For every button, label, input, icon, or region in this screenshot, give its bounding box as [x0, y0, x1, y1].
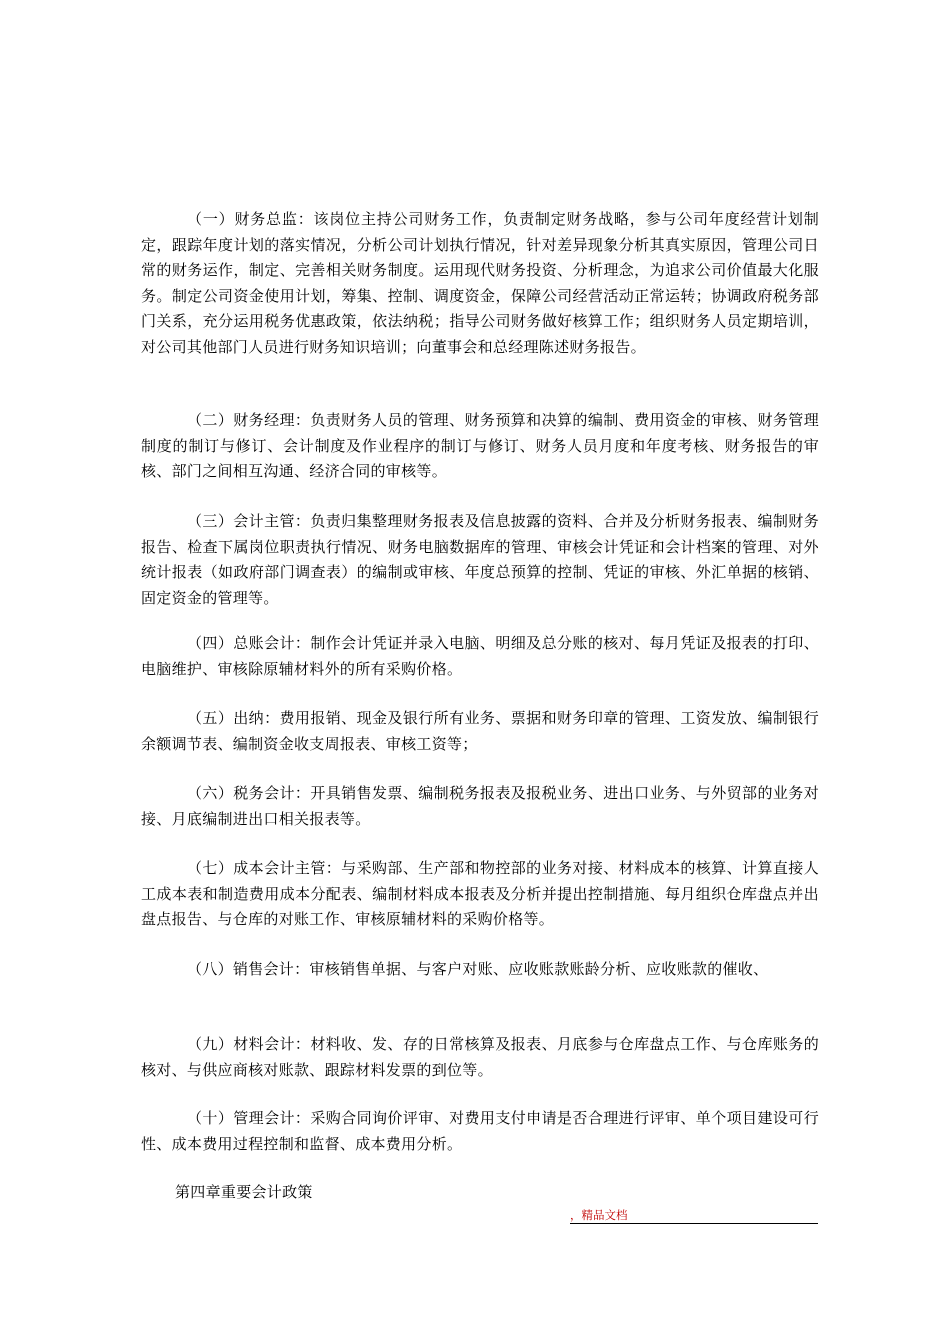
paragraph-cfo: （一）财务总监：该岗位主持公司财务工作，负责制定财务战略，参与公司年度经营计划制定，跟踪年度计划的落实情况，分析公司计划执行情况，针对差异现象分析其真实原因，管理公司日常的财务运作，制定、完善相关财务制度。运用现代财务投资、分析理念，为追求公司价值最大化服务。制定公司资金使用计划，筹集、控制、调度资金，保障公司经营活动正常运转；协调政府税务部门关系，充分运用税务优惠政策，依法纳税；指导公司财务做好核算工作；组织财务人员定期培训，对公司其他部门人员进行财务知识培训；向董事会和总经理陈述财务报告。: [141, 210, 819, 356]
paragraph-accounting-supervisor: （三）会计主管：负责归集整理财务报表及信息披露的资料、合并及分析财务报表、编制财务报告、检查下属岗位职责执行情况、财务电脑数据库的管理、审核会计凭证和会计档案的管理、对外统计报表（如政府部门调查表）的编制或审核、年度总预算的控制、凭证的审核、外汇单据的核销、固定资金的管理等。: [141, 512, 819, 607]
paragraph-sales-accountant: （八）销售会计：审核销售单据、与客户对账、应收账款账龄分析、应收账款的催收、: [187, 960, 769, 978]
paragraph-management-accountant: （十）管理会计：采购合同询价评审、对费用支付申请是否合理进行评审、单个项目建设可行性、成本费用过程控制和监督、成本费用分析。: [141, 1109, 819, 1153]
paragraph-tax-accountant: （六）税务会计：开具销售发票、编制税务报表及报税业务、进出口业务、与外贸部的业务对接、月底编制进出口相关报表等。: [141, 784, 819, 828]
paragraph-materials-accountant: （九）材料会计：材料收、发、存的日常核算及报表、月底参与仓库盘点工作、与仓库账务的核对、与供应商核对账款、跟踪材料发票的到位等。: [141, 1035, 819, 1079]
paragraph-cost-accounting-supervisor: （七）成本会计主管：与采购部、生产部和物控部的业务对接、材料成本的核算、计算直接人工成本表和制造费用成本分配表、编制材料成本报表及分析并提出控制措施、每月组织仓库盘点并出盘点报告、与仓库的对账工作、审核原辅材料的采购价格等。: [141, 859, 819, 928]
paragraph-finance-manager: （二）财务经理：负责财务人员的管理、财务预算和决算的编制、费用资金的审核、财务管理制度的制订与修订、会计制度及作业程序的制订与修订、财务人员月度和年度考核、财务报告的审核、部门之间相互沟通、经济合同的审核等。: [141, 411, 819, 480]
chapter-heading: 第四章重要会计政策: [175, 1183, 313, 1201]
paragraph-general-ledger-accountant: （四）总账会计：制作会计凭证并录入电脑、明细及总分账的核对、每月凭证及报表的打印、电脑维护、审核除原辅材料外的所有采购价格。: [141, 634, 819, 678]
paragraph-cashier: （五）出纳：费用报销、现金及银行所有业务、票据和财务印章的管理、工资发放、编制银行余额调节表、编制资金收支周报表、审核工资等；: [141, 709, 819, 753]
footer-watermark: ，精品文档: [570, 1207, 818, 1224]
